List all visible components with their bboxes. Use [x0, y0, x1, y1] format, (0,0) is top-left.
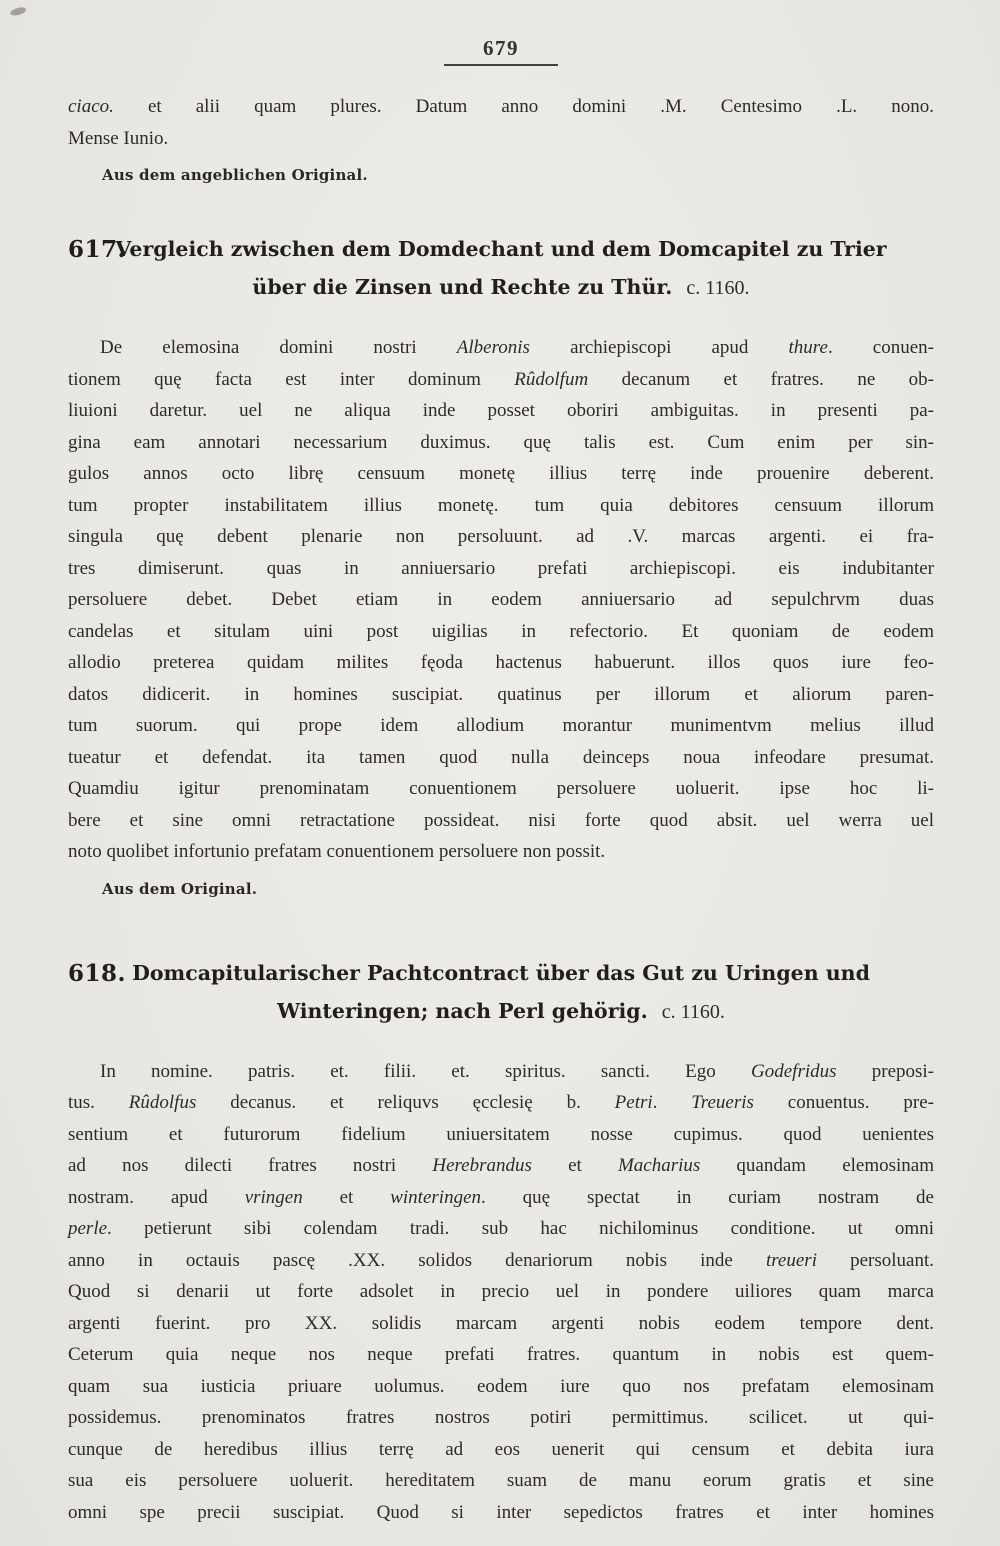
text-run: Quamdiu igitur prenominatam conuentionem persoluere uoluerit. ipse hoc li-: [68, 778, 934, 799]
text-run: Ceterum quia neque nos neque prefati fratres. quantum in nobis est quem-: [68, 1344, 934, 1365]
doc-617-heading: [68, 230, 934, 307]
text-line: [68, 332, 934, 364]
italic-text-run: perle: [68, 1218, 108, 1239]
text-run: gulos annos octo librę censuum monetę illius terrę inde prouenire deberent.: [68, 463, 934, 484]
text-line: [68, 647, 934, 679]
text-run: et alii quam plures. Datum anno domini .M. Centesimo .L. nono.: [113, 96, 934, 117]
doc-618-title-line-2: [68, 992, 934, 1031]
text-run: gina eam annotari necessarium duximus. quę talis est. Cum enim per sin-: [68, 431, 934, 453]
text-run: et: [531, 1155, 618, 1176]
text-line: [68, 805, 934, 837]
text-line: [68, 1150, 934, 1182]
text-run: anno in octauis pascę .XX. solidos denariorum nobis inde: [68, 1249, 766, 1271]
doc-617-date: c. 1160.: [686, 277, 750, 299]
text-line: [68, 427, 934, 459]
text-line: [68, 836, 934, 868]
doc-618-date: c. 1160.: [661, 1000, 725, 1023]
text-run: sentium et futurorum fidelium uniuersitatem nosse cupimus. quod uenientes: [68, 1123, 934, 1145]
text-run: liuioni daretur. uel ne aliqua inde posset oboriri ambiguitas. in presenti pa-: [68, 400, 934, 421]
text-run: .: [652, 1092, 692, 1113]
page-header: [68, 36, 934, 66]
text-line: [68, 1465, 934, 1497]
italic-text-run: vringen: [244, 1186, 303, 1208]
text-run: archiepiscopi apud: [529, 337, 789, 358]
text-run: singula quę debent plenarie non persoluunt. ad .V. marcas argenti. ei fra-: [68, 526, 934, 547]
text-run: . quę spectat in curiam nostram de: [481, 1186, 934, 1208]
text-line: [68, 1497, 934, 1529]
text-run: persoluant.: [816, 1249, 934, 1271]
text-run: candelas et situlam uini post uigilias in refectorio. Et quoniam de eodem: [68, 620, 934, 642]
source-note-617: Aus dem Original.: [102, 879, 258, 898]
italic-text-run: ciaco.: [68, 96, 114, 117]
text-line: [68, 490, 934, 522]
continuation-paragraph: [68, 91, 934, 184]
text-line: [68, 1182, 934, 1214]
doc-618-title-line-1: Domcapitularischer Pachtcontract über das Gut zu Uringen und: [132, 960, 870, 985]
page-number-rule: [444, 64, 558, 66]
text-run: argenti fuerint. pro XX. solidis marcam argenti nobis eodem tempore dent.: [68, 1312, 934, 1334]
text-run: et: [302, 1186, 391, 1208]
text-run: decanum et fratres. ne ob-: [588, 368, 934, 390]
text-run: tus.: [68, 1092, 129, 1113]
italic-text-run: thure: [788, 337, 828, 358]
italic-text-run: treueri: [765, 1249, 817, 1271]
text-line: [68, 742, 934, 774]
text-line: [68, 1056, 934, 1088]
text-line: [68, 1402, 934, 1434]
text-run: sua eis persoluere uoluerit. hereditatem suam de manu eorum gratis et sine: [68, 1470, 934, 1491]
text-line: [68, 584, 934, 616]
text-run: quandam elemosinam: [700, 1155, 935, 1176]
text-line: [68, 773, 934, 805]
italic-text-run: Treueris: [691, 1092, 754, 1113]
text-line: [68, 1276, 934, 1308]
text-line: [68, 1434, 934, 1466]
italic-text-run: Rûdolfum: [514, 368, 589, 390]
text-run: conuentus. pre-: [753, 1092, 934, 1113]
text-run: Quod si denarii ut forte adsolet in precio uel in pondere uiliores quam marca: [68, 1281, 934, 1302]
text-line: [68, 521, 934, 553]
text-line: [68, 710, 934, 742]
text-run: tum propter instabilitatem illius monetę. tum quia debitores censuum illorum: [68, 494, 934, 516]
doc-617-title-line-1: Vergleich zwischen dem Domdechant und dem Domcapitel zu Trier: [115, 237, 887, 261]
italic-text-run: winteringen: [390, 1186, 482, 1208]
text-line: [68, 364, 934, 396]
text-line: [68, 1339, 934, 1371]
doc-617-number: 617.: [68, 236, 127, 263]
text-run: cunque de heredibus illius terrę ad eos uenerit qui censum et debita iura: [68, 1438, 934, 1460]
text-run: tres dimiserunt. quas in anniuersario prefati archiepiscopi. eis indubitanter: [68, 557, 934, 579]
text-run: possidemus. prenominatos fratres nostros potiri permittimus. scilicet. ut qui-: [68, 1407, 934, 1428]
doc-618-heading: [68, 954, 934, 1031]
text-line: [68, 553, 934, 585]
italic-text-run: Alberonis: [456, 337, 530, 358]
text-run: . petierunt sibi colendam tradi. sub hac nichilominus conditione. ut omni: [107, 1218, 934, 1239]
doc-618-title-text: Winteringen; nach Perl gehörig.: [277, 998, 648, 1023]
text-run: omni spe precii suscipiat. Quod si inter sepedictos fratres et inter homines: [68, 1501, 934, 1523]
text-run: bere et sine omni retractatione possideat. nisi forte quod absit. uel werra uel: [68, 809, 934, 831]
text-line: [68, 1245, 934, 1277]
text-run: allodio preterea quidam milites fęoda hactenus habuerunt. illos quos iure feo-: [68, 652, 934, 673]
text-run: datos didicerit. in homines suscipiat. quatinus per illorum et aliorum paren-: [68, 683, 934, 705]
text-line: [68, 123, 934, 155]
italic-text-run: Petri: [614, 1092, 653, 1113]
document-617: [68, 230, 934, 898]
doc-617-title-text: über die Zinsen und Rechte zu Thür.: [252, 275, 673, 299]
doc-618-number: 618.: [68, 959, 127, 987]
text-run: decanus. et reliquvs ęcclesię b.: [196, 1092, 615, 1113]
doc-617-body: [68, 332, 934, 868]
text-run: De elemosina domini nostri: [100, 337, 457, 358]
doc-617-title-line-2: [68, 268, 934, 307]
text-run: ad nos dilecti fratres nostri: [68, 1155, 433, 1176]
scan-speck: [9, 6, 26, 16]
italic-text-run: Herebrandus: [432, 1155, 532, 1176]
text-run: tueatur et defendat. ita tamen quod nulla deinceps noua infeodare presumat.: [68, 746, 934, 768]
continuation-body: [68, 91, 934, 154]
text-line: [68, 1119, 934, 1151]
text-run: preposi-: [836, 1060, 934, 1082]
text-run: . conuen-: [827, 337, 934, 358]
text-run: nostram. apud: [68, 1186, 245, 1208]
text-run: quam sua iusticia priuare uolumus. eodem iure quo nos prefatam elemosinam: [68, 1375, 934, 1397]
text-line: [68, 616, 934, 648]
text-run: In nomine. patris. et. filii. et. spiritus. sancti. Ego: [100, 1060, 752, 1082]
italic-text-run: Godefridus: [751, 1060, 837, 1082]
text-run: Mense Iunio.: [68, 127, 169, 149]
text-run: tum suorum. qui prope idem allodium morantur munimentvm melius illud: [68, 715, 934, 736]
text-line: [68, 1308, 934, 1340]
text-line: [68, 1213, 934, 1245]
document-618: [68, 954, 934, 1529]
text-line: [68, 458, 934, 490]
text-run: persoluere debet. Debet etiam in eodem anniuersario ad sepulchrvm duas: [68, 589, 934, 610]
text-line: [68, 91, 934, 123]
italic-text-run: Macharius: [617, 1155, 701, 1176]
italic-text-run: Rûdolfus: [128, 1092, 197, 1113]
text-run: noto quolibet infortunio prefatam conuentionem persoluere non possit.: [68, 841, 606, 862]
doc-618-body: [68, 1056, 934, 1529]
text-line: [68, 395, 934, 427]
text-run: tionem quę facta est inter dominum: [68, 368, 515, 390]
text-line: [68, 1087, 934, 1119]
text-line: [68, 1371, 934, 1403]
text-line: [68, 679, 934, 711]
page-number: 679: [483, 36, 519, 60]
source-note-continuation: Aus dem angeblichen Original.: [102, 166, 368, 184]
